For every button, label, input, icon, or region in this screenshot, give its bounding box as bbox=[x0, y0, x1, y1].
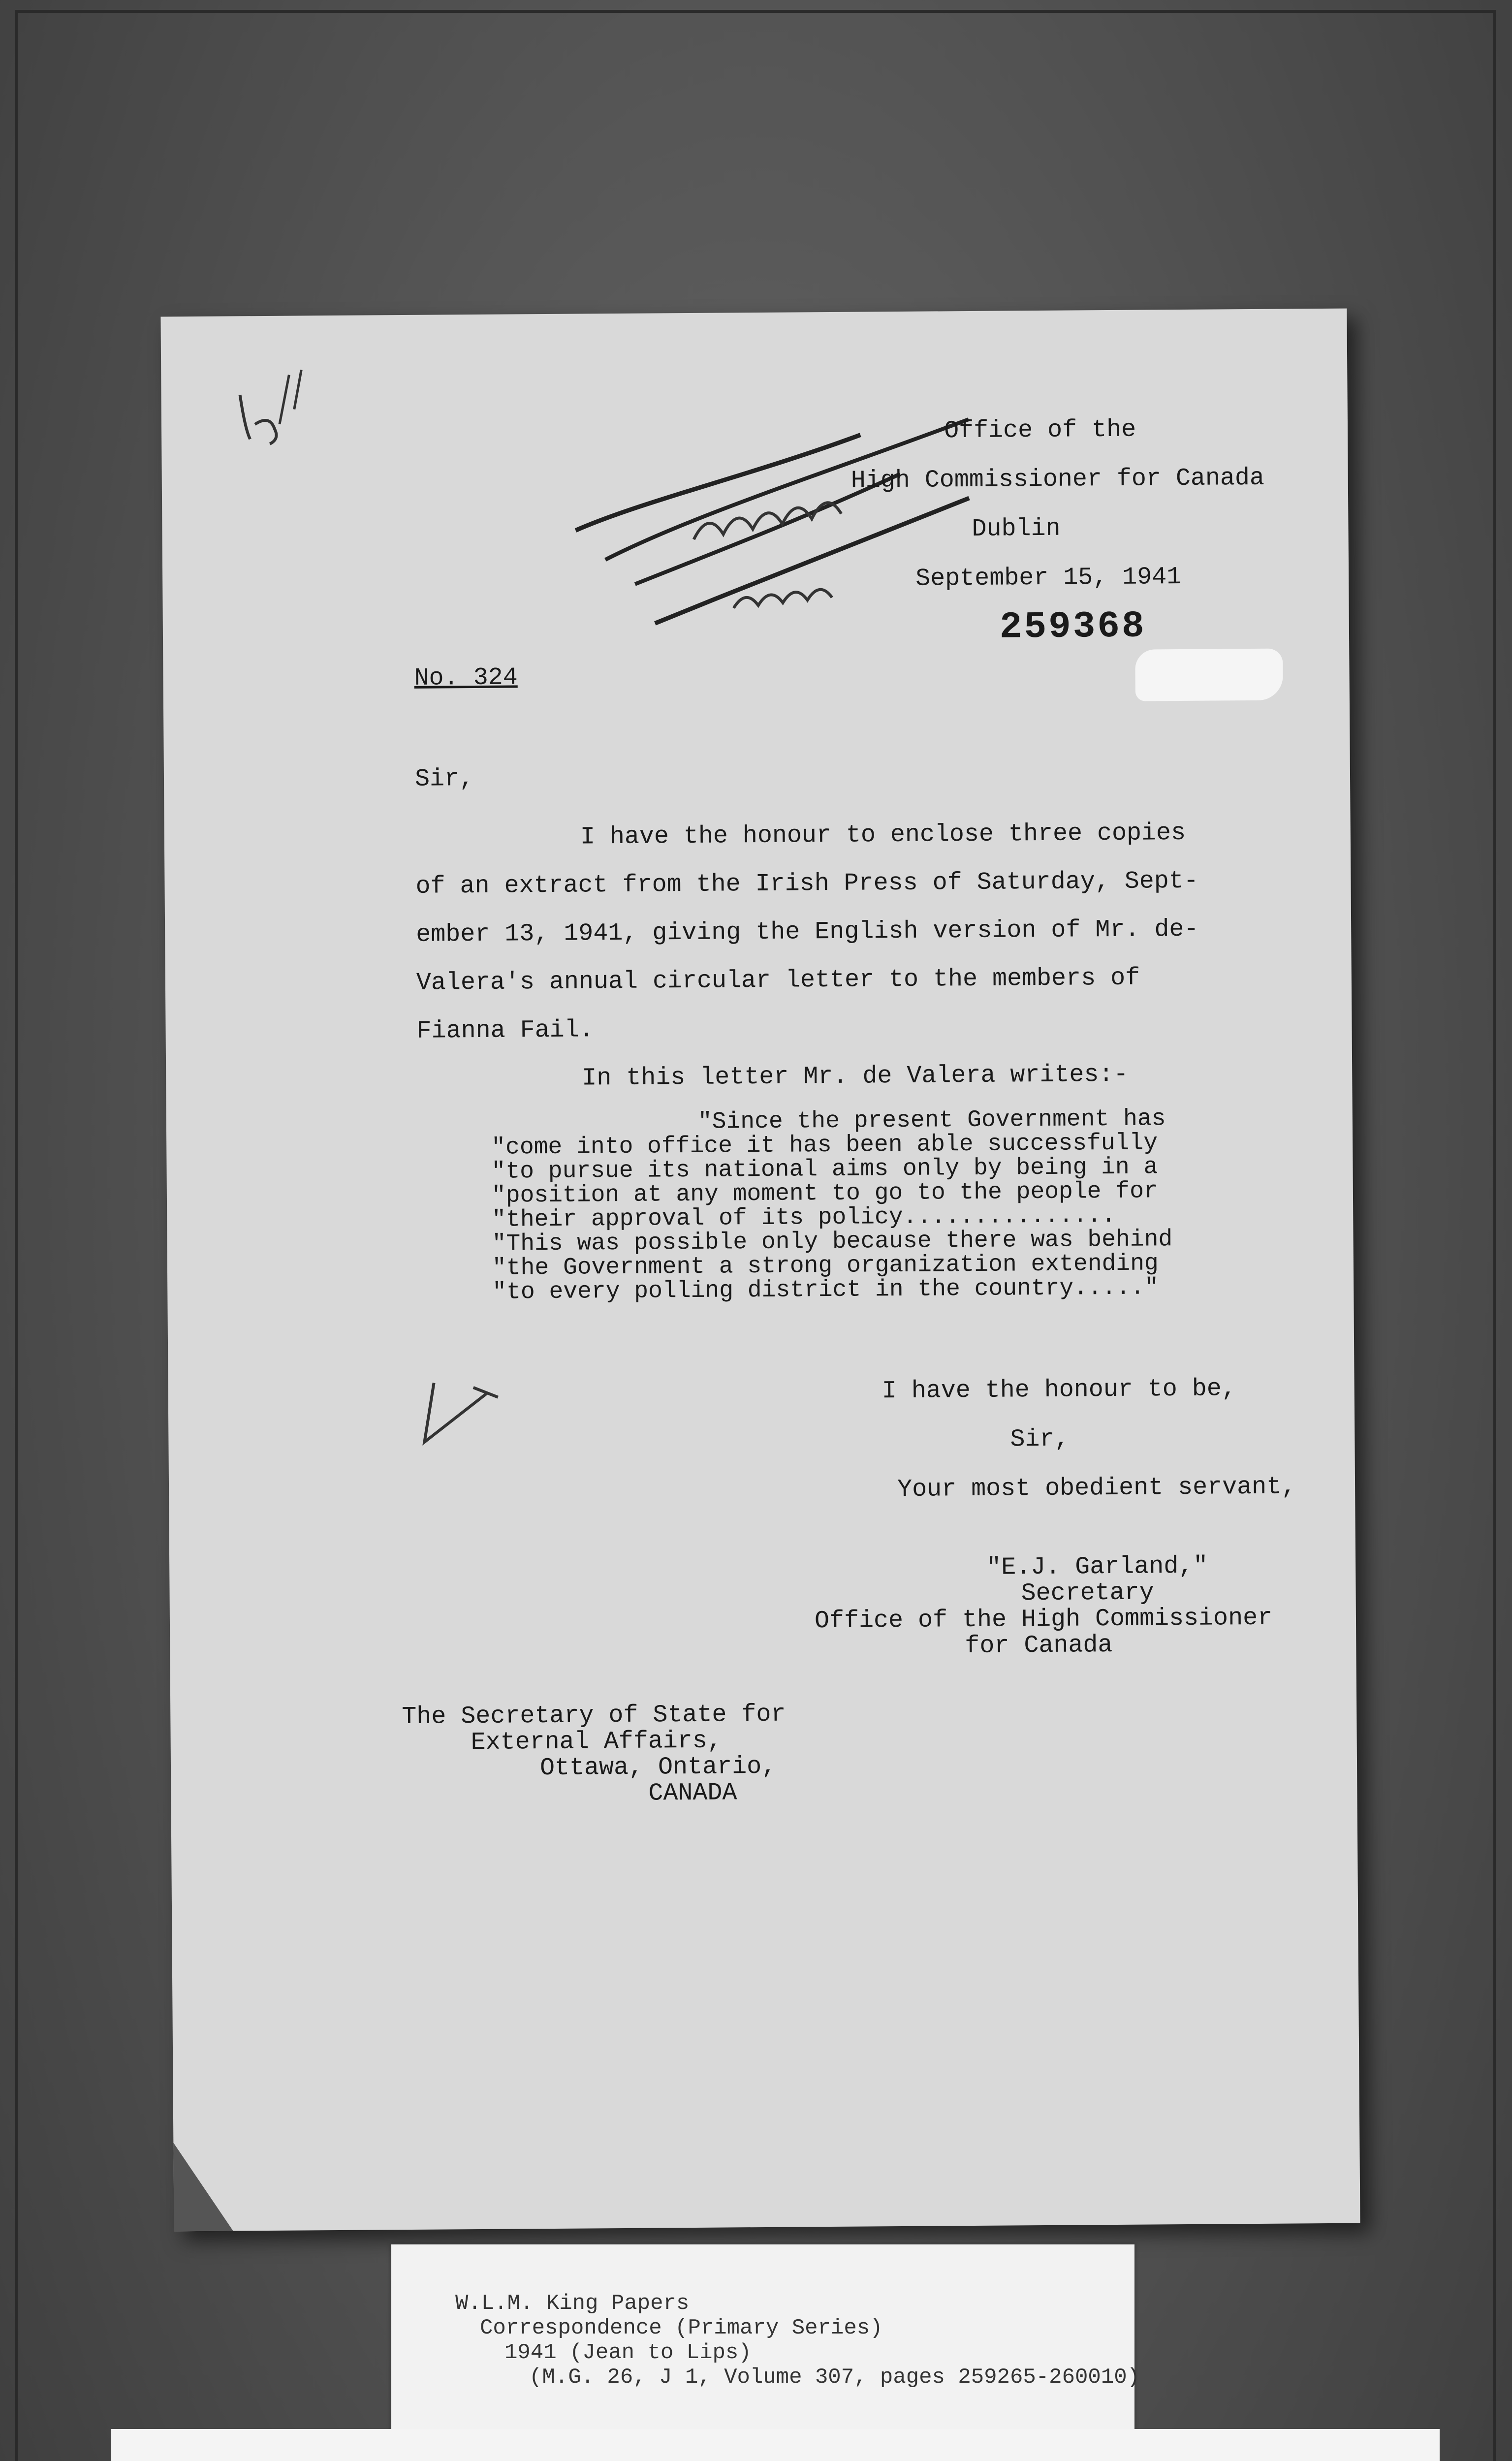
quote-line: "their approval of its policy............... bbox=[492, 1202, 1116, 1233]
signature-name: "E.J. Garland," bbox=[986, 1552, 1208, 1582]
paragraph-line: of an extract from the Irish Press of Saturday, Sept- bbox=[415, 867, 1198, 901]
paragraph-line: Valera's annual circular letter to the members of bbox=[416, 964, 1140, 997]
header-city: Dublin bbox=[972, 514, 1061, 543]
closing-sir: Sir, bbox=[1010, 1425, 1070, 1454]
quote-line: "This was possible only because there was behind bbox=[492, 1226, 1173, 1258]
label-line: Correspondence (Primary Series) bbox=[480, 2316, 883, 2340]
label-line: W.L.M. King Papers bbox=[455, 2291, 690, 2316]
paragraph-line: In this letter Mr. de Valera writes:- bbox=[582, 1060, 1129, 1093]
addressee-line: Ottawa, Ontario, bbox=[539, 1752, 777, 1783]
archive-panel bbox=[111, 2429, 1440, 2461]
quote-line: "the Government a strong organization extending bbox=[492, 1250, 1159, 1282]
addressee-line: External Affairs, bbox=[471, 1727, 722, 1757]
quote-line: "to pursue its national aims only by being in a bbox=[491, 1154, 1158, 1185]
signature-office-country: for Canada bbox=[965, 1631, 1113, 1661]
salutation: Sir, bbox=[414, 765, 474, 793]
label-line: 1941 (Jean to Lips) bbox=[504, 2340, 752, 2365]
addressee-country: CANADA bbox=[648, 1779, 737, 1808]
closing-servant: Your most obedient servant, bbox=[897, 1473, 1296, 1504]
quote-line: "come into office it has been able successfully bbox=[491, 1130, 1158, 1161]
corner-mark bbox=[220, 365, 319, 464]
quote-line: "Since the present Government has bbox=[697, 1105, 1166, 1136]
check-mark bbox=[414, 1373, 513, 1452]
document-number: 259368 bbox=[999, 605, 1146, 649]
header-commissioner: High Commissioner for Canada bbox=[850, 464, 1265, 495]
header-office: Office of the bbox=[944, 415, 1136, 445]
paragraph-line: ember 13, 1941, giving the English version of Mr. de- bbox=[416, 915, 1199, 949]
collection-label bbox=[391, 2244, 1140, 2431]
quote-line: "to every polling district in the country....." bbox=[492, 1274, 1159, 1306]
signature-title: Secretary bbox=[1021, 1578, 1154, 1608]
tape-patch bbox=[1135, 649, 1283, 701]
header-date: September 15, 1941 bbox=[915, 563, 1182, 593]
addressee-line: The Secretary of State for bbox=[402, 1700, 786, 1732]
letter-page bbox=[160, 309, 1360, 2232]
paragraph-line: I have the honour to enclose three copies bbox=[580, 819, 1186, 852]
label-line: (M.G. 26, J 1, Volume 307, pages 259265-260010) bbox=[529, 2365, 1140, 2390]
signature-office: Office of the High Commissioner bbox=[814, 1604, 1273, 1636]
page-fold bbox=[173, 2143, 233, 2232]
closing-line: I have the honour to be, bbox=[882, 1375, 1237, 1406]
reference-number: No. 324 bbox=[414, 663, 518, 693]
paragraph-line: Fianna Fail. bbox=[416, 1016, 594, 1045]
quote-line: "position at any moment to go to the people for bbox=[491, 1178, 1158, 1209]
